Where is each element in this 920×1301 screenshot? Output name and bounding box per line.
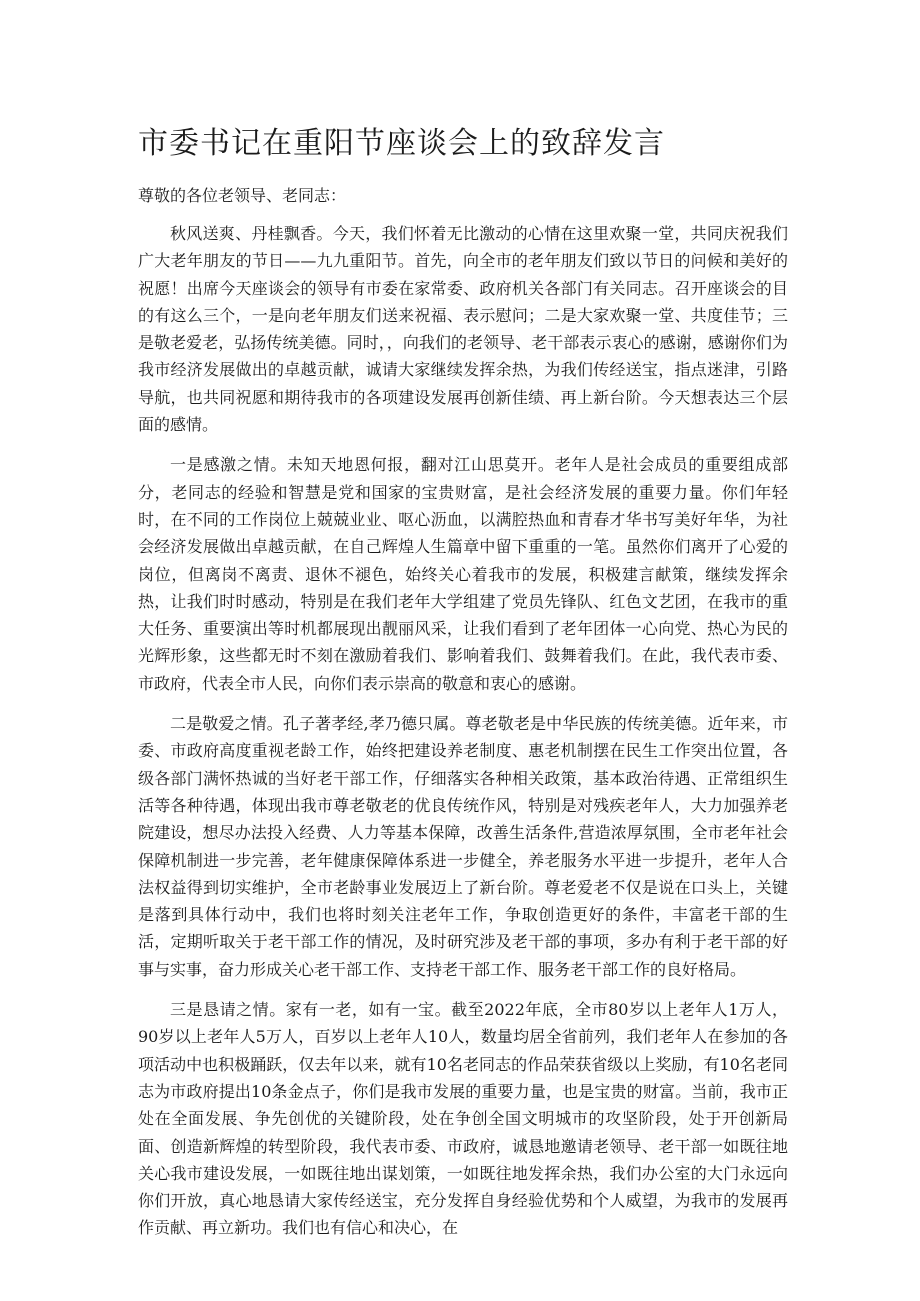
salutation: 尊敬的各位老领导、老同志： bbox=[138, 186, 347, 205]
paragraph-request: 三是恳请之情。家有一老，如有一宝。截至2022年底，全市80岁以上老年人1万人，90岁以上老年人5万人，百岁以上老年人10人，数量均居全省前列，我们老年人在参加的各项活动中也积极踊跃，仅去年以来，就有10名老同志的作品荣获省级以上奖励，有10名老同志为市政府提出10条金点子，你们是我市发展的重要力量，也是宝贵的财富。当前，我市正处在全面发展、争先创优的关键阶段，处在争创全国文明城市的攻坚阶段，处于开创新局面、创造新辉煌的转型阶段，我代表市委、市政府，诚恳地邀请老领导、老干部一如既往地关心我市建设发展，一如既往地出谋划策，一如既往地发挥余热，我们办公室的大门永远向你们开放，真心地恳请大家传经送宝，充分发挥自身经验优势和个人威望，为我市的发展再作贡献、再立新功。我们也有信心和决心，在 bbox=[138, 1000, 788, 1238]
document-body bbox=[138, 220, 788, 1255]
paragraph-respect: 二是敬爱之情。孔子著孝经,孝乃德只属。尊老敬老是中华民族的传统美德。近年来，市委、市政府高度重视老龄工作，始终把建设养老制度、惠老机制摆在民生工作突出位置，各级各部门满怀热诚的当好老干部工作，仔细落实各种相关政策，基本政治待遇、正常组织生活等各种待遇，体现出我市尊老敬老的优良传统作风，特别是对残疾老年人，大力加强养老院建设，想尽办法投入经费、人力等基本保障，改善生活条件,营造浓厚氛围，全市老年社会保障机制进一步完善，老年健康保障体系进一步健全，养老服务水平进一步提升，老年人合法权益得到切实维护，全市老龄事业发展迈上了新台阶。尊老爱老不仅是说在口头上，关键是落到具体行动中，我们也将时刻关注老年工作，争取创造更好的条件，丰富老干部的生活，定期听取关于老干部工作的情况，及时研究涉及老干部的事项，多办有利于老干部的好事与实事，奋力形成关心老干部工作、支持老干部工作、服务老干部工作的良好格局。 bbox=[138, 714, 788, 979]
paragraph-opening: 秋风送爽、丹桂飘香。今天，我们怀着无比激动的心情在这里欢聚一堂，共同庆祝我们广大老年朋友的节日——九九重阳节。首先，向全市的老年朋友们致以节日的问候和美好的祝愿！出席今天座谈会的领导有市委在家常委、政府机关各部门有关同志。召开座谈会的目的有这么三个，一是向老年朋友们送来祝福、表示慰问；二是大家欢聚一堂、共度佳节；三是敬老爱老，弘扬传统美德。同时，，向我们的老领导、老干部表示衷心的感谢，感谢你们为我市经济发展做出的卓越贡献，诚请大家继续发挥余热，为我们传经送宝，指点迷津，引路导航，也共同祝愿和期待我市的各项建设发展再创新佳绩、再上新台阶。今天想表达三个层面的感情。 bbox=[138, 224, 788, 435]
paragraph-gratitude: 一是感激之情。未知天地恩何报，翻对江山思莫开。老年人是社会成员的重要组成部分，老同志的经验和智慧是党和国家的宝贵财富，是社会经济发展的重要力量。你们年轻时，在不同的工作岗位上兢兢业业、呕心沥血，以满腔热血和青春才华书写美好年华，为社会经济发展做出卓越贡献，在自己辉煌人生篇章中留下重重的一笔。虽然你们离开了心爱的岗位，但离岗不离责、退休不褪色，始终关心着我市的发展，积极建言献策，继续发挥余热，让我们时时感动，特别是在我们老年大学组建了党员先锋队、红色文艺团，在我市的重大任务、重要演出等时机都展现出靓丽风采，让我们看到了老年团体一心向党、热心为民的光辉形象，这些都无时不刻在激励着我们、影响着我们、鼓舞着我们。在此，我代表市委、市政府，代表全市人民，向你们表示崇高的敬意和衷心的感谢。 bbox=[138, 455, 788, 693]
document-title: 市委书记在重阳节座谈会上的致辞发言 bbox=[138, 126, 665, 161]
